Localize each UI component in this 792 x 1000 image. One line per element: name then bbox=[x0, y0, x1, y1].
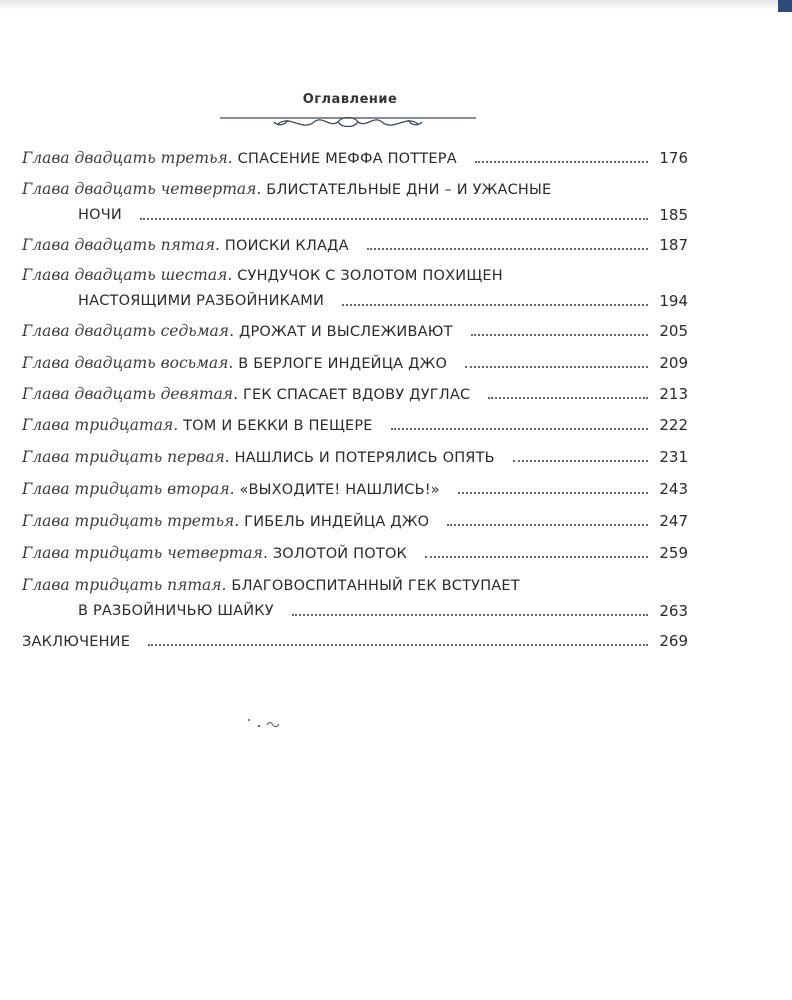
page-number: 187 bbox=[659, 236, 688, 254]
chapter-title: БЛИСТАТЕЛЬНЫЕ ДНИ – И УЖАСНЫЕ bbox=[266, 182, 552, 198]
leader-dots bbox=[367, 248, 648, 250]
chapter-title: ДРОЖАТ И ВЫСЛЕЖИВАЮТ bbox=[238, 324, 453, 340]
chapter-title-continued: НАСТОЯЩИМИ РАЗБОЙНИКАМИ bbox=[78, 293, 325, 309]
page-number: 213 bbox=[659, 385, 688, 403]
leader-dots bbox=[513, 460, 648, 462]
chapter-title: ЗОЛОТОЙ ПОТОК bbox=[272, 546, 408, 562]
toc-entry bbox=[22, 412, 688, 438]
page-number: 222 bbox=[659, 416, 688, 434]
toc-entry bbox=[22, 232, 688, 258]
chapter-label: Глава тридцать четвертая. bbox=[22, 544, 268, 562]
chapter-title: СУНДУЧОК С ЗОЛОТОМ ПОХИЩЕН bbox=[237, 268, 503, 284]
chapter-label: Глава тридцать первая. bbox=[22, 448, 230, 466]
leader-dots bbox=[148, 644, 648, 646]
chapter-title: ГИБЕЛЬ ИНДЕЙЦА ДЖО bbox=[244, 514, 430, 530]
chapter-title-continued: В РАЗБОЙНИЧЬЮ ШАЙКУ bbox=[78, 603, 274, 619]
chapter-title: В БЕРЛОГЕ ИНДЕЙЦА ДЖО bbox=[238, 356, 448, 372]
toc-entry bbox=[22, 350, 688, 376]
toc-entry bbox=[22, 381, 688, 407]
leader-dots bbox=[292, 614, 648, 616]
toc-entry bbox=[22, 444, 688, 470]
page-number: 209 bbox=[659, 354, 688, 372]
ornament-divider-icon bbox=[218, 110, 478, 134]
chapter-label: Глава тридцатая. bbox=[22, 416, 179, 434]
toc-heading: Оглавление bbox=[302, 92, 398, 107]
toc-entry bbox=[22, 476, 688, 502]
chapter-title: ЗАКЛЮЧЕНИЕ bbox=[22, 634, 131, 650]
cover-edge bbox=[778, 0, 792, 12]
leader-dots bbox=[475, 161, 648, 163]
toc-entry bbox=[22, 508, 688, 534]
toc-entry bbox=[22, 540, 688, 566]
toc-entry bbox=[22, 145, 688, 171]
leader-dots bbox=[391, 428, 648, 430]
page-number: 205 bbox=[659, 322, 688, 340]
page-number: 176 bbox=[659, 149, 688, 167]
leader-dots bbox=[140, 218, 648, 220]
toc-entry bbox=[22, 262, 688, 314]
chapter-label: Глава тридцать пятая. bbox=[22, 576, 227, 594]
leader-dots bbox=[342, 304, 648, 306]
page-number: 263 bbox=[659, 602, 688, 620]
chapter-label: Глава двадцать восьмая. bbox=[22, 354, 234, 372]
chapter-label: Глава двадцать третья. bbox=[22, 149, 233, 167]
chapter-title: ГЕК СПАСАЕТ ВДОВУ ДУГЛАС bbox=[242, 387, 471, 403]
page-number: 185 bbox=[659, 206, 688, 224]
chapter-label: Глава тридцать третья. bbox=[22, 512, 240, 530]
page-number: 231 bbox=[659, 448, 688, 466]
leader-dots bbox=[471, 334, 648, 336]
page-number: 269 bbox=[659, 632, 688, 650]
page-number: 243 bbox=[659, 480, 688, 498]
chapter-title: СПАСЕНИЕ МЕФФА ПОТТЕРА bbox=[237, 151, 457, 167]
toc-entry bbox=[22, 176, 688, 228]
chapter-label: Глава двадцать девятая. bbox=[22, 385, 239, 403]
chapter-title: «ВЫХОДИТЕ! НАШЛИСЬ!» bbox=[239, 482, 440, 498]
page-number: 247 bbox=[659, 512, 688, 530]
page-number: 194 bbox=[659, 292, 688, 310]
chapter-title: НАШЛИСЬ И ПОТЕРЯЛИСЬ ОПЯТЬ bbox=[234, 450, 495, 466]
chapter-label: Глава двадцать шестая. bbox=[22, 266, 233, 284]
leader-dots bbox=[488, 397, 648, 399]
page-number: 259 bbox=[659, 544, 688, 562]
toc-entry bbox=[22, 572, 688, 624]
toc-entry bbox=[22, 318, 688, 344]
leader-dots bbox=[458, 492, 648, 494]
print-smudge bbox=[245, 716, 305, 732]
chapter-title: БЛАГОВОСПИТАННЫЙ ГЕК ВСТУПАЕТ bbox=[231, 578, 520, 594]
chapter-label: Глава тридцать вторая. bbox=[22, 480, 235, 498]
page-top-edge bbox=[0, 0, 792, 10]
chapter-label: Глава двадцать четвертая. bbox=[22, 180, 262, 198]
chapter-title: ПОИСКИ КЛАДА bbox=[224, 238, 349, 254]
chapter-label: Глава двадцать пятая. bbox=[22, 236, 220, 254]
leader-dots bbox=[425, 556, 648, 558]
leader-dots bbox=[465, 366, 648, 368]
chapter-title-continued: НОЧИ bbox=[78, 207, 122, 223]
toc-entry bbox=[22, 628, 688, 654]
chapter-label: Глава двадцать седьмая. bbox=[22, 322, 234, 340]
chapter-title: ТОМ И БЕККИ В ПЕЩЕРЕ bbox=[183, 418, 373, 434]
leader-dots bbox=[447, 524, 648, 526]
